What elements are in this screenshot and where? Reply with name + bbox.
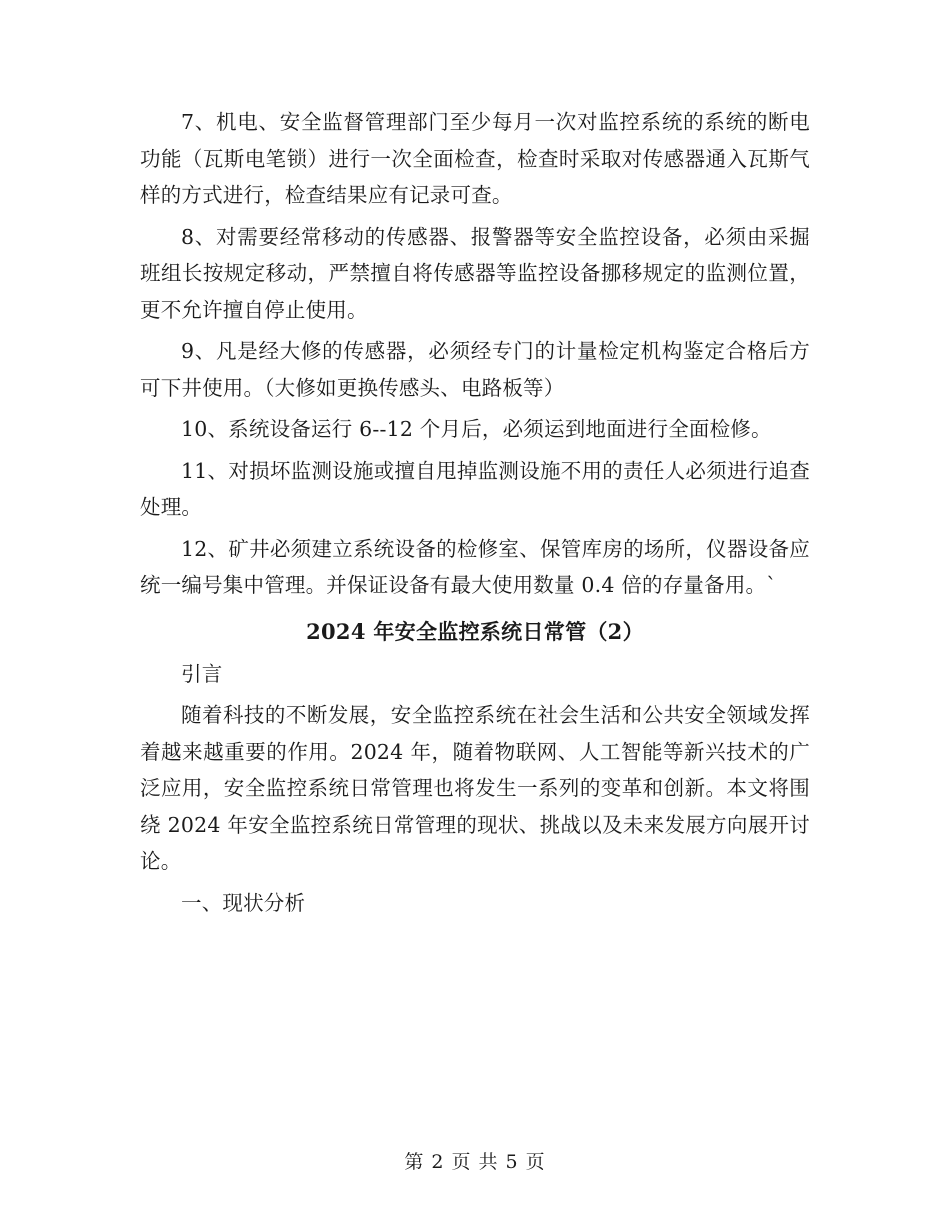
section-title: 2024 年安全监控系统日常管（2）	[306, 618, 644, 644]
page-number-footer: 第 2 页 共 5 页	[404, 1151, 546, 1173]
paragraph-item-7: 7、机电、安全监督管理部门至少每月一次对监控系统的系统的断电功能（瓦斯电笔锁）进行一次全面检查，检查时采取对传感器通入瓦斯气样的方式进行，检查结果应有记录可查。	[140, 110, 810, 207]
introduction-paragraph: 随着科技的不断发展，安全监控系统在社会生活和公共安全领域发挥着越来越重要的作用。2024 年，随着物联网、人工智能等新兴技术的广泛应用，安全监控系统日常管理也将发生一系列的变革和创新。本文将围绕 2024 年安全监控系统日常管理的现状、挑战以及未来发展方向展开讨论。	[140, 703, 810, 873]
section-heading-status-analysis: 一、现状分析	[181, 890, 306, 915]
introduction-heading: 引言	[181, 661, 223, 686]
paragraph-item-10: 10、系统设备运行 6--12 个月后，必须运到地面进行全面检修。	[181, 417, 772, 441]
paragraph-item-8: 8、对需要经常移动的传感器、报警器等安全监控设备，必须由采掘班组长按规定移动，严禁擅自将传感器等监控设备挪移规定的监测位置，更不允许擅自停止使用。	[140, 224, 810, 322]
paragraph-item-9: 9、凡是经大修的传感器，必须经专门的计量检定机构鉴定合格后方可下井使用。（大修如更换传感头、电路板等）	[140, 339, 810, 400]
document-page	[140, 104, 810, 921]
paragraph-item-11: 11、对损坏监测设施或擅自甩掉监测设施不用的责任人必须进行追查处理。	[140, 458, 810, 519]
paragraph-item-12: 12、矿井必须建立系统设备的检修室、保管库房的场所，仪器设备应统一编号集中管理。并保证设备有最大使用数量 0.4 倍的存量备用。`	[140, 536, 810, 597]
